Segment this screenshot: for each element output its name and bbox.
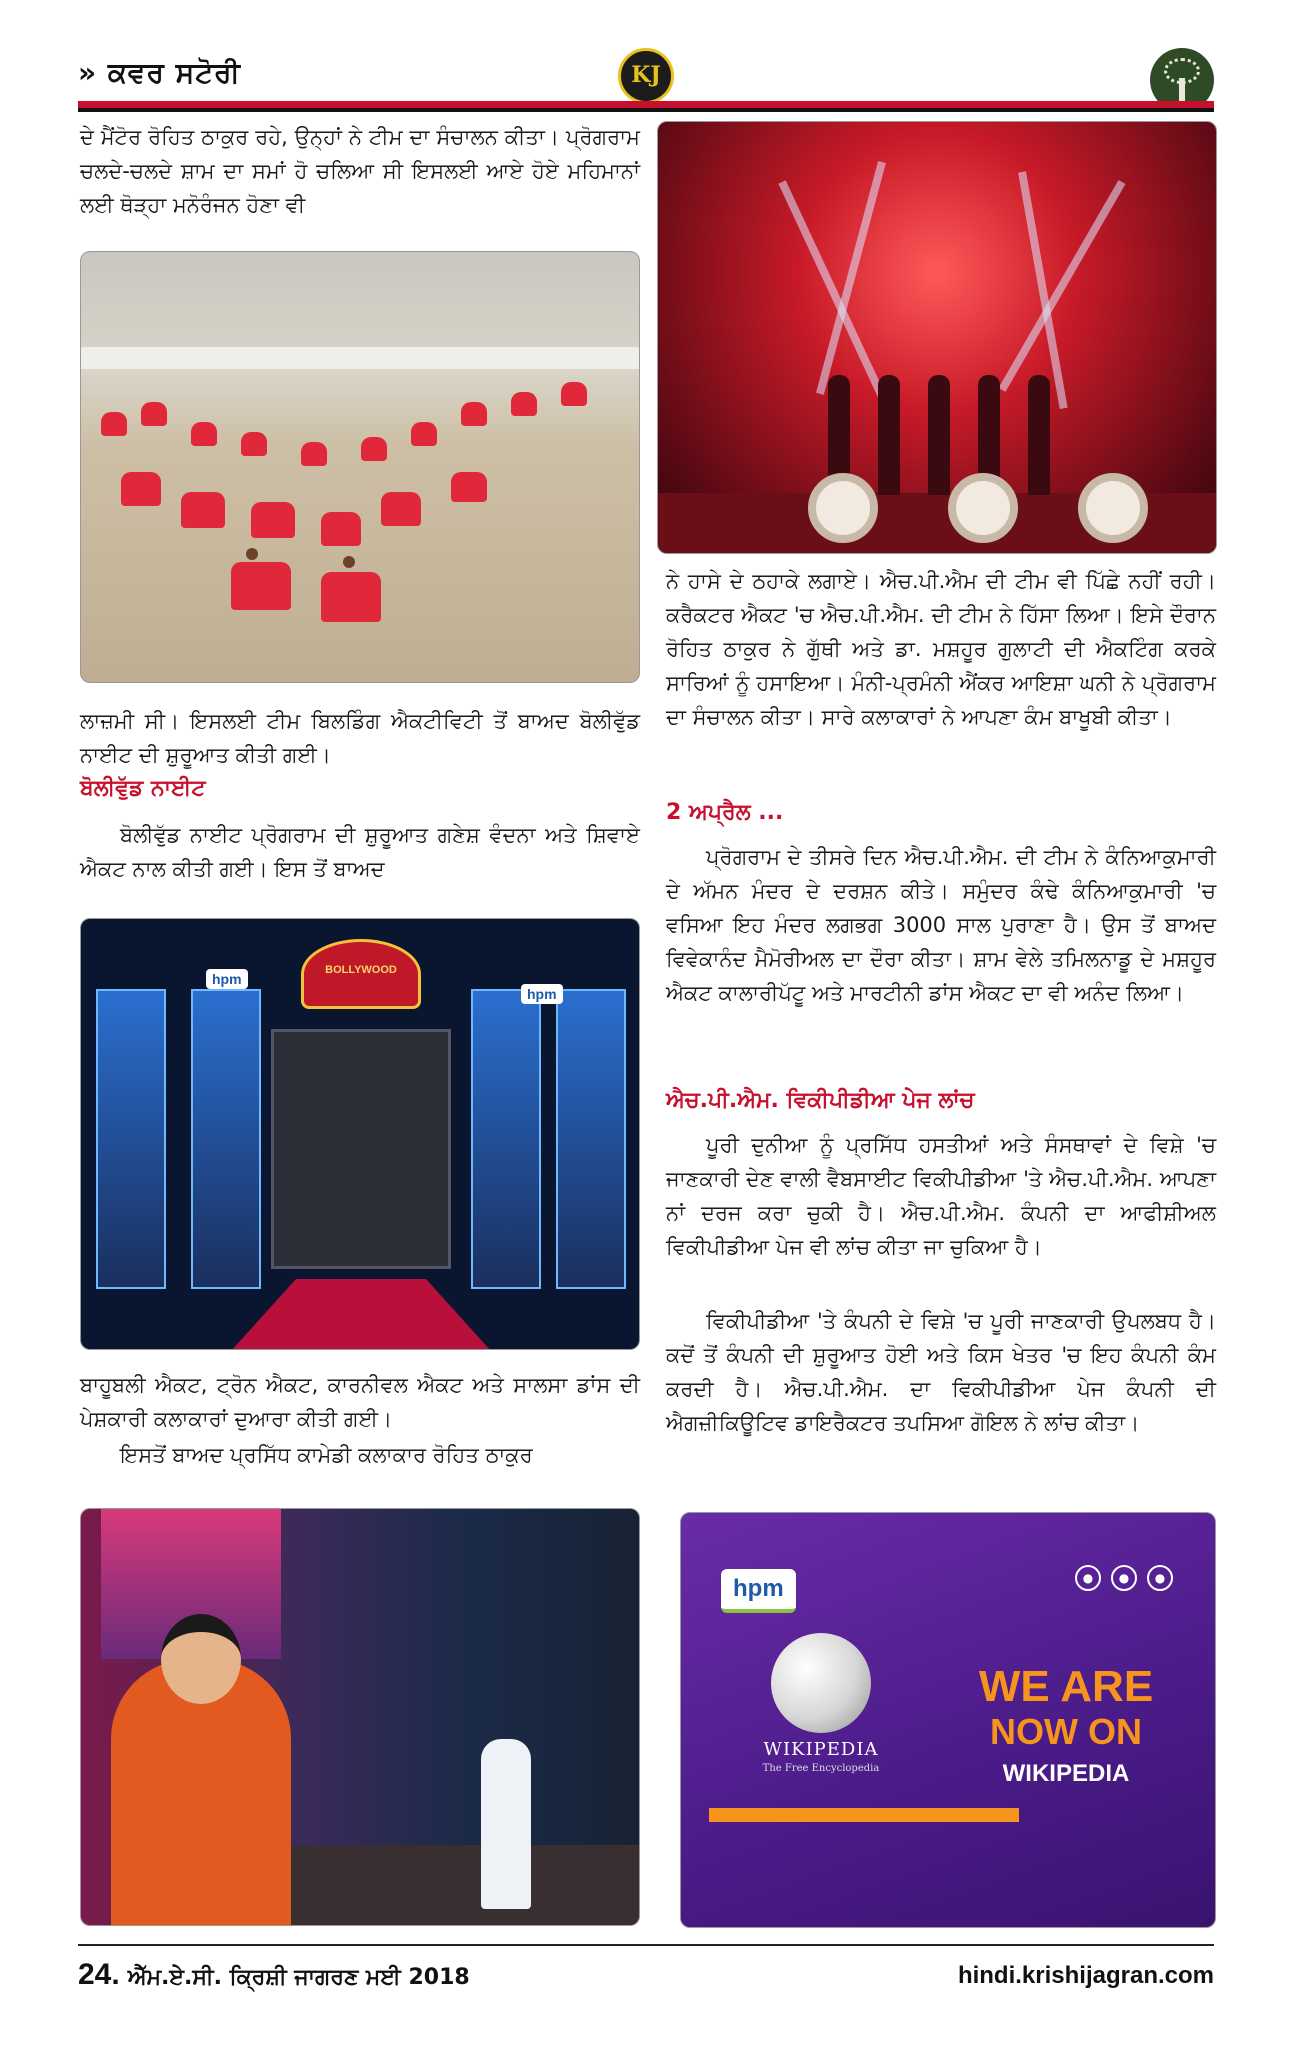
participant [141, 402, 167, 426]
social-icon: ● [1075, 1565, 1101, 1591]
wikipedia-wordmark: WIKIPEDIA [763, 1739, 879, 1760]
wikipedia-globe-icon [771, 1633, 871, 1733]
participant [301, 442, 327, 466]
social-icon: ● [1147, 1565, 1173, 1591]
participant [231, 562, 291, 610]
participant [461, 402, 487, 426]
right-para-3: ਪੂਰੀ ਦੁਨੀਆ ਨੂੰ ਪ੍ਰਸਿੱਧ ਹਸਤੀਆਂ ਅਤੇ ਸੰਸਥਾਵਾਂ ਦੇ ਵਿਸ਼ੇ 'ਚ ਜਾਣਕਾਰੀ ਦੇਣ ਵਾਲੀ ਵੈਬਸਾਈਟ ਵਿਕੀਪੀਡੀਆ 'ਤੇ ਐਚ.ਪੀ.ਐਮ. ਆਪਣਾ ਨਾਂ ਦਰਜ ਕਰਾ ਚੁਕੀ ਹੈ। ਐਚ.ਪੀ.ਐਮ. ਕੰਪਨੀ ਦਾ ਆਫੀਸ਼ੀਅਲ ਵਿਕੀਪੀਡੀਆ ਪੇਜ ਵੀ ਲਾਂਚ ਕੀਤਾ ਜਾ ਚੁਕਿਆ ਹੈ। [666, 1133, 1216, 1259]
left-para-2: ਲਾਜ਼ਮੀ ਸੀ। ਇਸਲਈ ਟੀਮ ਬਿਲਡਿੰਗ ਐਕਟੀਵਿਟੀ ਤੋਂ ਬਾਅਦ ਬੋਲੀਵੁੱਡ ਨਾਈਟ ਦੀ ਸ਼ੁਰੂਆਤ ਕੀਤੀ ਗਈ। [80, 709, 640, 767]
slogan-line-2: NOW ON [990, 1711, 1142, 1752]
bollywood-sign [301, 939, 421, 1009]
heading-bollywood-night: ਬੋਲੀਵੁੱਡ ਨਾਈਟ [80, 776, 206, 801]
tree-trunk [1179, 78, 1185, 102]
film-reel-prop [1078, 473, 1148, 543]
header-rule-red [78, 101, 1214, 108]
bollywood-night-stage-photo [80, 918, 640, 1350]
participant [451, 472, 487, 502]
participant [121, 472, 161, 506]
banner-slogan [931, 1663, 1201, 1789]
right-para-4: ਵਿਕੀਪੀਡੀਆ 'ਤੇ ਕੰਪਨੀ ਦੇ ਵਿਸ਼ੇ 'ਚ ਪੂਰੀ ਜਾਣਕਾਰੀ ਉਪਲਬਧ ਹੈ। ਕਦੋਂ ਤੋਂ ਕੰਪਨੀ ਦੀ ਸ਼ੁਰੂਆਤ ਹੋਈ ਅਤੇ ਕਿਸ ਖੇਤਰ 'ਚ ਇਹ ਕੰਪਨੀ ਕੰਮ ਕਰਦੀ ਹੈ। ਐਚ.ਪੀ.ਐਮ. ਦਾ ਵਿਕੀਪੀਡੀਆ ਪੇਜ ਕੰਪਨੀ ਦੀ ਐਗਜ਼ੀਕਿਊਟਿਵ ਡਾਇਰੈਕਟਰ ਤਪਸਿਆ ਗੋਇਲ ਨੇ ਲਾਂਚ ਕੀਤਾ। [666, 1309, 1216, 1435]
participant [411, 422, 437, 446]
krishi-jagran-logo [618, 48, 674, 104]
banner-strip [709, 1808, 1019, 1822]
participant [511, 392, 537, 416]
footer-website: hindi.krishijagran.com [957, 1962, 1214, 1989]
entrance-door [271, 1029, 451, 1269]
social-icon: ● [1111, 1565, 1137, 1591]
film-reel-prop [948, 473, 1018, 543]
hpm-badge: hpm [521, 984, 563, 1004]
wikipedia-tagline: The Free Encyclopedia [762, 1763, 880, 1774]
film-panel [191, 989, 261, 1289]
film-panel [96, 989, 166, 1289]
hpm-badge: hpm [206, 969, 248, 989]
sea-surf [81, 347, 639, 369]
light-beam [999, 180, 1126, 392]
issue-label: ਐੱਮ.ਏ.ਸੀ. ਕ੍ਰਿਸ਼ੀ ਜਾਗਰਣ ਮਈ 2018 [127, 1965, 470, 1990]
left-para-4: ਬਾਹੂਬਲੀ ਐਕਟ, ਟ੍ਰੋਨ ਐਕਟ, ਕਾਰਨੀਵਲ ਐਕਟ ਅਤੇ ਸਾਲਸਾ ਡਾਂਸ ਦੀ ਪੇਸ਼ਕਾਰੀ ਕਲਾਕਾਰਾਂ ਦੁਆਰਾ ਕੀਤੀ ਗਈ। [80, 1373, 640, 1431]
stage-floor [281, 1845, 640, 1925]
right-para-2: ਪ੍ਰੋਗਰਾਮ ਦੇ ਤੀਸਰੇ ਦਿਨ ਐਚ.ਪੀ.ਐਮ. ਦੀ ਟੀਮ ਨੇ ਕੰਨਿਆਕੁਮਾਰੀ ਦੇ ਅੱਮਨ ਮੰਦਰ ਦੇ ਦਰਸ਼ਨ ਕੀਤੇ। ਸਮੁੰਦਰ ਕੰਢੇ ਕੰਨਿਆਕੁਮਾਰੀ 'ਚ ਵਸਿਆ ਇਹ ਮੰਦਰ ਲਗਭਗ 3000 ਸਾਲ ਪੁਰਾਣਾ ਹੈ। ਉਸ ਤੋਂ ਬਾਅਦ ਵਿਵੇਕਾਨੰਦ ਮੈਮੋਰੀਅਲ ਦਾ ਦੌਰਾ ਕੀਤਾ। ਸ਼ਾਮ ਵੇਲੇ ਤਮਿਲਨਾਡੂ ਦੇ ਮਸ਼ਹੂਰ ਐਕਟ ਕਾਲਾਰੀਪੱਟੂ ਅਤੇ ਮਾਰਟੀਨੀ ਡਾਂਸ ਐਕਟ ਦਾ ਵੀ ਅਨੰਦ ਲਿਆ। [666, 845, 1216, 1005]
footer-issue-info [78, 1958, 470, 1992]
left-para-1: ਦੇ ਮੈਂਟੋਰ ਰੋਹਿਤ ਠਾਕੁਰ ਰਹੇ, ਉਨ੍ਹਾਂ ਨੇ ਟੀਮ ਦਾ ਸੰਚਾਲਨ ਕੀਤਾ। ਪ੍ਰੋਗਰਾਮ ਚਲਦੇ-ਚਲਦੇ ਸ਼ਾਮ ਦਾ ਸਮਾਂ ਹੋ ਚਲਿਆ ਸੀ ਇਸਲਈ ਆਏ ਹੋਏ ਮਹਿਮਾਨਾਂ ਲਈ ਥੋੜ੍ਹਾ ਮਨੋਰੰਜਨ ਹੋਣਾ ਵੀ [80, 125, 640, 217]
participant [101, 412, 127, 436]
participant [381, 492, 421, 526]
page-number: 24. [78, 1958, 120, 1991]
participant [241, 432, 267, 456]
participant [321, 512, 361, 546]
anchor-head [161, 1614, 241, 1704]
participant [251, 502, 295, 538]
dancer [1028, 375, 1050, 495]
participant [191, 422, 217, 446]
footer-rule [78, 1944, 1214, 1946]
participant [361, 437, 387, 461]
dancer [928, 375, 950, 495]
logo-text: KJ [631, 62, 661, 88]
heading-wikipedia-launch: ਐਚ.ਪੀ.ਐਮ. ਵਿਕੀਪੀਡੀਆ ਪੇਜ ਲਾਂਚ [666, 1088, 975, 1113]
dancer [878, 375, 900, 495]
participant-head [343, 556, 355, 568]
beach-team-building-photo [80, 251, 640, 683]
film-panel [556, 989, 626, 1289]
header-rule-black [78, 108, 1214, 112]
wikipedia-launch-banner [680, 1512, 1216, 1928]
heading-april-2: 2 ਅਪ੍ਰੈਲ ... [666, 800, 784, 825]
stage-dance-photo [657, 121, 1217, 554]
comedy-performance-photo [80, 1508, 640, 1926]
left-para-5: ਇਸਤੋਂ ਬਾਅਦ ਪ੍ਰਸਿੱਧ ਕਾਮੇਡੀ ਕਲਾਕਾਰ ਰੋਹਿਤ ਠਾਕੁਰ [120, 1443, 533, 1467]
participant [181, 492, 225, 528]
red-carpet [231, 1279, 491, 1350]
comedian-figure [481, 1739, 531, 1909]
participant-head [246, 548, 258, 560]
film-reel-prop [808, 473, 878, 543]
participant [561, 382, 587, 406]
slogan-line-3: WIKIPEDIA [1002, 1760, 1130, 1787]
participant [321, 572, 381, 622]
film-panel [471, 989, 541, 1289]
section-title: » ਕਵਰ ਸਟੋਰੀ [78, 56, 241, 89]
hpm-logo: hpm [721, 1569, 796, 1613]
slogan-line-1: WE ARE [978, 1662, 1154, 1711]
bollywood-sign-text: BOLLYWOOD [325, 964, 397, 976]
left-para-3: ਬੋਲੀਵੁੱਡ ਨਾਈਟ ਪ੍ਰੋਗਰਾਮ ਦੀ ਸ਼ੁਰੂਆਤ ਗਣੇਸ਼ ਵੰਦਨਾ ਅਤੇ ਸ਼ਿਵਾਏ ਐਕਟ ਨਾਲ ਕੀਤੀ ਗਈ। ਇਸ ਤੋਂ ਬਾਅਦ [80, 823, 640, 881]
right-para-1: ਨੇ ਹਾਸੇ ਦੇ ਠਹਾਕੇ ਲਗਾਏ। ਐਚ.ਪੀ.ਐਮ ਦੀ ਟੀਮ ਵੀ ਪਿੱਛੇ ਨਹੀਂ ਰਹੀ। ਕਰੈਕਟਰ ਐਕਟ 'ਚ ਐਚ.ਪੀ.ਐਮ. ਦੀ ਟੀਮ ਨੇ ਹਿੱਸਾ ਲਿਆ। ਇਸੇ ਦੌਰਾਨ ਰੋਹਿਤ ਠਾਕੁਰ ਨੇ ਗੁੱਥੀ ਅਤੇ ਡਾ. ਮਸ਼ਹੂਰ ਗੁਲਾਟੀ ਦੀ ਐਕਟਿੰਗ ਕਰਕੇ ਸਾਰਿਆਂ ਨੂੰ ਹਸਾਇਆ। ਮੰਨੀ-ਪ੍ਰਮੰਨੀ ਐਂਕਰ ਆਇਸ਼ਾ ਘਨੀ ਨੇ ਪ੍ਰੋਗਰਾਮ ਦਾ ਸੰਚਾਲਨ ਕੀਤਾ। ਸਾਰੇ ਕਲਾਕਾਰਾਂ ਨੇ ਆਪਣਾ ਕੰਮ ਬਾਖੂਬੀ ਕੀਤਾ। [666, 569, 1216, 729]
